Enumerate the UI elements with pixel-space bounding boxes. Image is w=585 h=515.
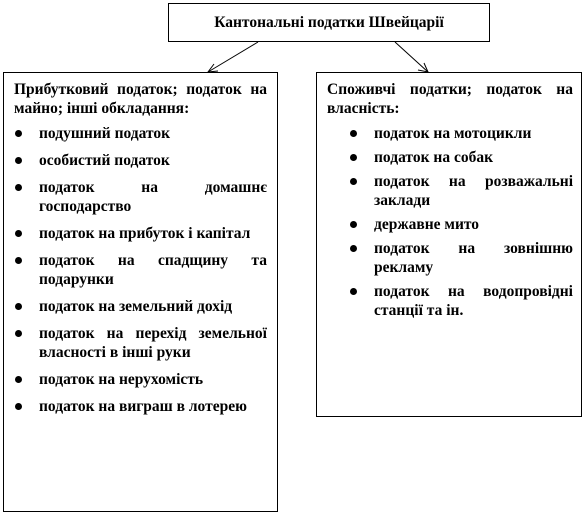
left-list [14,124,267,416]
list-item: податок на розважальні заклади [327,172,573,210]
right-heading: Споживчі податки; податок на власність: [327,81,573,117]
right-list [327,124,573,320]
list-item: податок на мотоцикли [327,124,573,143]
list-item: податок на домашнє господарство [14,178,267,216]
bullet-icon [15,130,22,137]
arrow-right-line [395,42,428,72]
list-item: подушний податок [14,124,267,143]
arrow-left-head [208,64,218,72]
list-item: податок на прибуток і капітал [14,224,267,243]
right-category-box [316,72,582,417]
list-item: податок на виграш в лотерею [14,397,267,416]
bullet-icon [350,288,357,295]
bullet-icon [350,178,357,185]
list-item: податок на земельний дохід [14,297,267,316]
list-item: податок на зовнішню рекламу [327,239,573,277]
bullet-icon [15,184,22,191]
bullet-icon [15,157,22,164]
left-category-box [3,72,278,512]
bullet-icon [15,230,22,237]
bullet-icon [350,130,357,137]
left-heading: Прибутковий податок; податок на майно; інші обкладання: [14,81,267,117]
list-item: державне мито [327,215,573,234]
list-item: особистий податок [14,151,267,170]
list-item: податок на перехід земельної власності в інші руки [14,324,267,362]
list-item: податок на нерухомість [14,370,267,389]
bullet-icon [15,403,22,410]
bullet-icon [15,257,22,264]
list-item: податок на собак [327,148,573,167]
bullet-icon [15,376,22,383]
bullet-icon [350,154,357,161]
bullet-icon [350,245,357,252]
bullet-icon [15,303,22,310]
diagram-title: Кантональні податки Швейцарії [214,13,444,31]
arrow-right-head [418,63,428,72]
bullet-icon [15,330,22,337]
list-item: податок на спадщину та подарунки [14,251,267,289]
list-item: податок на водопровідні станції та ін. [327,282,573,320]
bullet-icon [350,221,357,228]
arrow-left-line [208,42,258,72]
title-box [168,3,490,42]
